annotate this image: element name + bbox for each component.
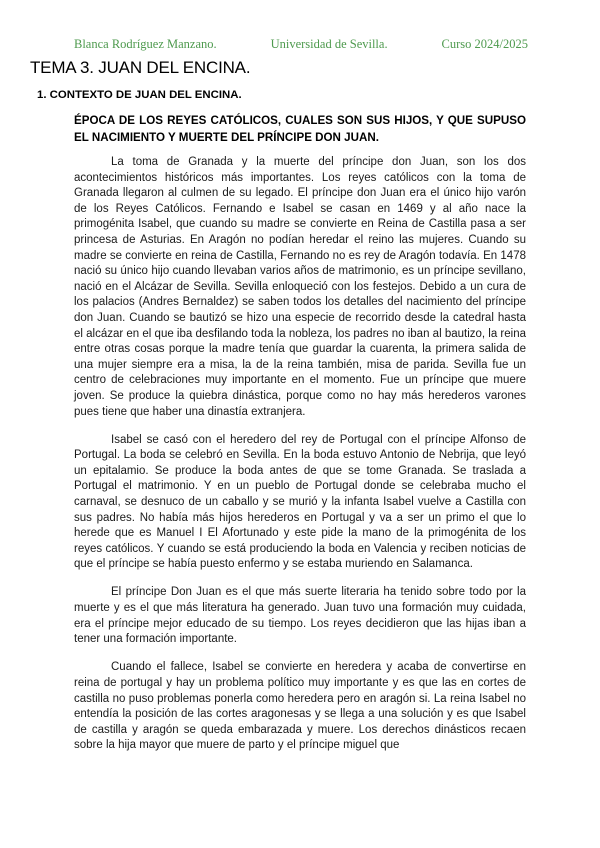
body-text [74, 155, 526, 754]
section-heading: 1. CONTEXTO DE JUAN DEL ENCINA. [37, 89, 242, 101]
page-header [74, 37, 528, 52]
header-author: Blanca Rodríguez Manzano. [74, 37, 217, 51]
document-title: TEMA 3. JUAN DEL ENCINA. [30, 58, 251, 77]
subheading: ÉPOCA DE LOS REYES CATÓLICOS, CUALES SON SUS HIJOS, Y QUE SUPUSO EL NACIMIENTO Y MUERTE DEL PRÍNCIPE DON JUAN. [74, 114, 526, 144]
paragraph: Cuando el fallece, Isabel se convierte en heredera y acaba de convertirse en reina de portugal y hay un problema político muy importante y es que las en cortes de castilla no puso problemas ponerla como heredera pero en aragón si. La reina Isabel no entendía la posición de las cortes aragonesas y se llega a una solución y es que Isabel de castilla y aragón se queda embarazada y muere. Los derechos dinásticos recaen sobre la hija mayor que muere de parto y el príncipe miguel que [74, 661, 526, 752]
paragraph: El príncipe Don Juan es el que más suerte literaria ha tenido sobre todo por la muerte y es el que más literatura ha generado. Juan tuvo una formación muy cuidada, era el príncipe mejor educado de su tiempo. Los reyes decidieron que las hijas iban a tener una formación importante. [74, 586, 526, 646]
header-course: Curso 2024/2025 [441, 37, 528, 51]
header-university: Universidad de Sevilla. [270, 37, 388, 51]
paragraph: Isabel se casó con el heredero del rey de Portugal con el príncipe Alfonso de Portugal. La boda se celebró en Sevilla. En la boda estuvo Antonio de Nebrija, que leyó un epitalamio. Se produce la boda antes de que se tome Granada. Se traslada a Portugal el matrimonio. Y en un pueblo de Portugal donde se celebraba mucho el carnaval, se desnuco de un caballo y se murió y la infanta Isabel vuelve a Castilla con sus padres. No había más hijos herederos en Portugal y va a ser un primo el que lo herede que es Manuel I El Afortunado y este pide la mano de la primogénita de los reyes católicos. Y cuando se está produciendo la boda en Valencia y reciben noticias de que el príncipe se había puesto enfermo y se estaba muriendo en Salamanca. [74, 433, 526, 571]
paragraph: La toma de Granada y la muerte del príncipe don Juan, son los dos acontecimientos históricos más importantes. Los reyes católicos con la toma de Granada llegaron al culmen de su legado. El príncipe don Juan era el único hijo varón de los Reyes Católicos. Fernando e Isabel se casan en 1469 y al año nace la primogénita Isabel, que cuando su madre se convierte en Reina de Castilla pasa a ser princesa de Asturias. En Aragón no podían heredar el reino las mujeres. Cuando su madre se convierte en reina de Castilla, Fernando no es rey de Aragón todavía. En 1478 nació su único hijo cuando llevaban varios años de matrimonio, es un príncipe sevillano, nació en el Alcázar de Sevilla. Sevilla enloqueció con los festejos. Debido a un cura de los palacios (Andres Bernaldez) se saben todos los detalles del nacimiento del príncipe don Juan. Cuando se bautizó se hizo una especie de recorrido desde la catedral hasta el alcázar en el que iba desfilando toda la nobleza, los padres no iban al bautizo, la reina entre otras cosas porque la madre tenía que guardar la cuarenta, la primera salida de una mujer siempre era a misa, la de la reina también, misa de parida. Sevilla fue un centro de celebraciones muy importante en el momento. Fue un príncipe que muere joven. Se produce la quiebra dinástica, porque como no hay más herederos varones pues tiene que haber una dinastía extranjera. [74, 156, 527, 418]
